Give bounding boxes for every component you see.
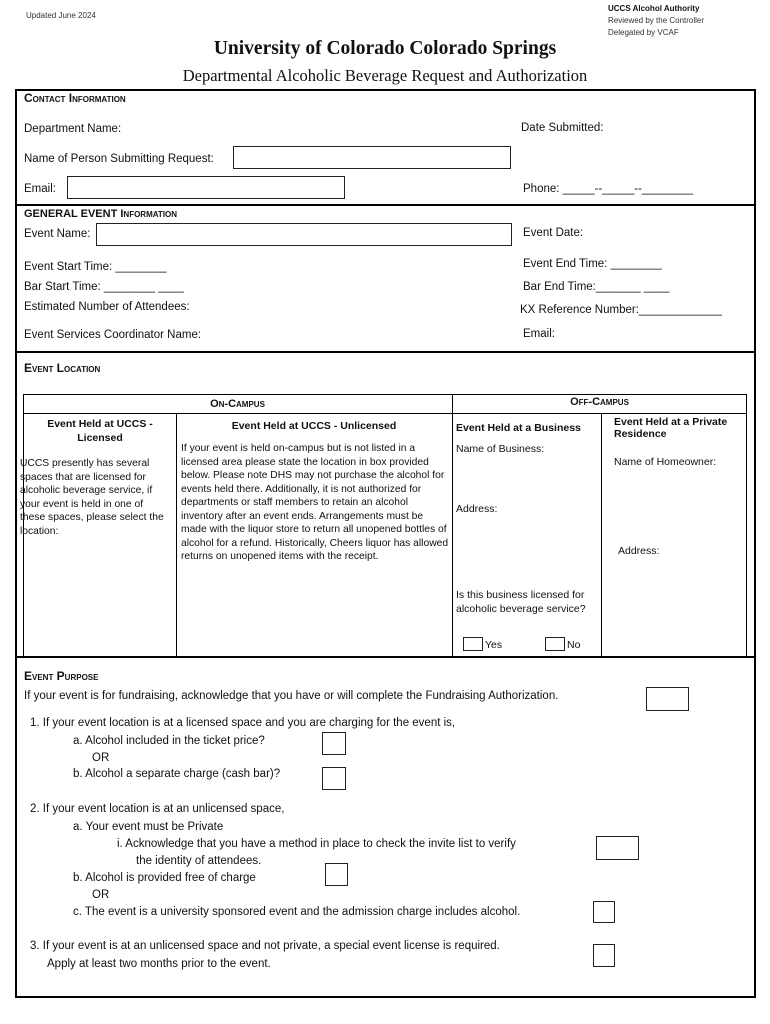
question-2-or: OR [92,889,110,901]
licensed-column-title: Event Held at UCCS - Licensed [47,418,153,444]
business-licensed-question: Is this business licensed for alcoholic beverage service? [456,589,586,615]
phone-label: Phone: _____--_____--________ [523,183,694,195]
residence-column-title: Event Held at a Private Residence [614,416,728,440]
question-1: 1. If your event location is at a licensed space and you are charging for the event is, [30,717,456,729]
question-1a: a. Alcohol included in the ticket price? [73,735,265,747]
event-name-field[interactable] [96,223,512,246]
person-name-field[interactable] [233,146,511,169]
question-3-line1: 3. If your event is at an unlicensed space and not private, a special event license is required. [30,940,500,952]
cash-bar-checkbox[interactable] [322,767,346,790]
question-2c: c. The event is a university sponsored event and the admission charge includes alcohol. [73,906,521,918]
coordinator-email-label: Email: [523,328,555,340]
business-licensed-yes-checkbox[interactable] [463,637,483,651]
bar-start-label: Bar Start Time: ________ ____ [24,281,184,293]
event-name-label: Event Name: [24,228,91,240]
invite-list-checkbox[interactable] [596,836,639,860]
bar-end-label: Bar End Time:_______ ____ [523,281,670,293]
purpose-section-title: Event Purpose [24,669,99,683]
coordinator-label: Event Services Coordinator Name: [24,329,202,341]
question-2a: a. Your event must be Private [73,821,224,833]
general-section-title: GENERAL EVENT Information [24,208,178,220]
contact-section-title: Contact Information [24,91,126,105]
business-address-label: Address: [456,503,498,515]
sponsored-event-checkbox[interactable] [593,901,615,923]
question-3-line2: Apply at least two months prior to the event. [47,958,271,970]
kx-reference-label: KX Reference Number:_____________ [520,304,723,316]
business-licensed-no-checkbox[interactable] [545,637,565,651]
yes-label: Yes [485,639,503,651]
question-2: 2. If your event location is at an unlicensed space, [30,803,285,815]
question-2b: b. Alcohol is provided free of charge [73,872,256,884]
special-license-checkbox[interactable] [593,944,615,967]
updated-date: Updated June 2024 [26,11,96,20]
licensed-column-text: UCCS presently has several spaces that are licensed for alcoholic beverage service, if your event is held in one of these spaces, please select the location: [20,458,164,537]
start-time-label: Event Start Time: ________ [24,261,167,273]
page-title: University of Colorado Colorado Springs [213,38,557,59]
date-submitted-label: Date Submitted: [521,122,604,134]
email-label: Email: [24,183,56,195]
question-2ai-line2: the identity of attendees. [136,855,262,867]
residence-address-label: Address: [618,545,660,557]
reviewed-label: Reviewed by the Controller [608,16,705,25]
unlicensed-column-title: Event Held at UCCS - Unlicensed [231,420,397,432]
free-of-charge-checkbox[interactable] [325,863,348,886]
email-field[interactable] [67,176,345,199]
page-subtitle: Departmental Alcoholic Beverage Request and Authorization [182,66,588,85]
homeowner-name-label: Name of Homeowner: [614,456,717,468]
unlicensed-column-text: If your event is held on-campus but is not listed in a licensed area please state the location in box provided below. Please note DHS may not purchase the alcohol for events held there. Additionally, it is not authorized for departments or staff members to retain an alcohol inventory after an event ends. Arrangements must be made with the liquor store to return all unopened bottles of alcohol for a refund. Historically, Cheers liquor has allowed returns on unopened items with the receipt. [181,443,449,562]
attendees-label: Estimated Number of Attendees: [24,301,190,313]
no-label: No [567,639,581,651]
question-1-or: OR [92,752,110,764]
question-2ai-line1: i. Acknowledge that you have a method in place to check the invite list to verify [117,838,516,850]
question-1b: b. Alcohol a separate charge (cash bar)? [73,768,281,780]
delegated-label: Delegated by VCAF [608,28,679,37]
person-label: Name of Person Submitting Request: [24,153,214,165]
end-time-label: Event End Time: ________ [523,258,662,270]
location-section-title: Event Location [24,361,101,375]
ticket-price-checkbox[interactable] [322,732,346,755]
off-campus-header: Off-Campus [570,396,629,408]
business-column-title: Event Held at a Business [456,422,581,434]
fundraising-checkbox[interactable] [646,687,689,711]
business-name-label: Name of Business: [456,443,545,455]
on-campus-header: On-Campus [210,398,265,410]
authority-label: UCCS Alcohol Authority [608,4,700,13]
department-label: Department Name: [24,123,122,135]
fundraising-text: If your event is for fundraising, acknowledge that you have or will complete the Fundraising Authorization. [24,690,559,702]
event-date-label: Event Date: [523,227,584,239]
